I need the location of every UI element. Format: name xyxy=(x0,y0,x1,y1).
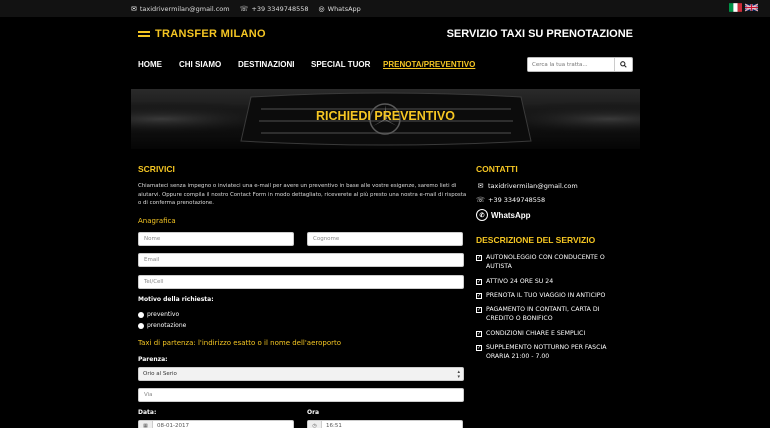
checkbox-icon: ✓ xyxy=(477,307,482,313)
top-bar xyxy=(0,0,770,17)
date-field[interactable]: ▦ 08-01-2017 xyxy=(138,420,294,428)
phone-icon: ☏ xyxy=(239,4,249,13)
nav-chi-siamo[interactable]: CHI SIAMO xyxy=(179,60,222,69)
select-arrows-icon: ▴ ▾ xyxy=(457,369,460,380)
top-contacts xyxy=(131,0,640,17)
servizio-item: ✓ PRENOTA IL TUO VIAGGIO IN ANTICIPO xyxy=(477,292,606,299)
servizio-item: ✓ CONDIZIONI CHIARE E SEMPLICI xyxy=(477,330,586,337)
partenza-heading: Taxi di partenza: l'indirizzo esatto o il nome dell'aeroporto xyxy=(138,339,342,347)
contatti-email[interactable]: ✉ taxidrivermilan@gmail.com xyxy=(477,182,578,190)
data-label: Data: xyxy=(138,409,157,416)
radio-preventivo[interactable]: preventivo xyxy=(138,311,179,318)
search-box xyxy=(527,57,633,72)
logo-lines-icon xyxy=(138,30,150,39)
servizio-item: ✓ ATTIVO 24 ORE SU 24 xyxy=(477,278,554,285)
top-email[interactable]: ✉ taxidrivermilan@gmail.com xyxy=(131,4,230,13)
page-container xyxy=(131,17,640,428)
top-phone[interactable]: ☏ +39 3349748558 xyxy=(239,4,309,13)
envelope-icon: ✉ xyxy=(477,182,484,190)
via-field[interactable]: Via xyxy=(138,388,464,402)
whatsapp-icon: ◎ xyxy=(318,4,325,13)
intro-text: Chiamateci senza impegno o inviateci una e-mail per avere un preventivo in base alle vostre esigenze, saremo lieti di aiutarvi. Oppure compila il nostro Contact Form in modo dettagliato, riceverete al più presto una nostra e-mail di risposta o di conferma prenotazione. xyxy=(138,183,467,207)
tel-field[interactable]: Tel/Cell xyxy=(138,275,464,289)
language-switcher xyxy=(729,3,758,12)
contatti-whatsapp[interactable]: ✆ WhatsApp xyxy=(476,209,531,221)
top-whatsapp[interactable]: ◎ WhatsApp xyxy=(318,4,361,13)
nome-field[interactable]: Nome xyxy=(138,232,294,246)
radio-dot-icon xyxy=(138,312,144,318)
phone-icon: ☏ xyxy=(476,196,485,204)
checkbox-icon: ✓ xyxy=(477,293,482,299)
contatti-heading: CONTATTI xyxy=(476,164,518,174)
cognome-field[interactable]: Cognome xyxy=(307,232,463,246)
ora-label: Ora xyxy=(307,409,320,416)
radio-dot-icon xyxy=(138,323,144,329)
search-input[interactable] xyxy=(528,58,614,71)
nav-destinazioni[interactable]: DESTINAZIONI xyxy=(238,60,295,69)
parenza-select[interactable]: Orio al Serio ▴ ▾ xyxy=(138,367,464,381)
site-logo[interactable]: TRANSFER MILANO xyxy=(138,28,266,40)
scrivici-heading: SCRIVICI xyxy=(138,164,175,174)
hero-banner xyxy=(131,89,640,149)
radio-prenotazione[interactable]: prenotazione xyxy=(138,322,186,329)
nav-special-tuor[interactable]: SPECIAL TUOR xyxy=(311,60,371,69)
site-tagline: SERVIZIO TAXI SU PRENOTAZIONE xyxy=(446,28,633,40)
calendar-icon: ▦ xyxy=(139,421,153,428)
uk-flag-icon[interactable] xyxy=(745,3,758,12)
servizio-heading: DESCRIZIONE DEL SERVIZIO xyxy=(476,235,596,245)
checkbox-icon: ✓ xyxy=(477,345,482,351)
brand-row xyxy=(131,17,640,55)
time-field[interactable]: ◷ 16:51 xyxy=(307,420,463,428)
page-title: RICHIEDI PREVENTIVO xyxy=(316,109,455,123)
email-field[interactable]: Email xyxy=(138,253,464,267)
parenza-label: Parenza: xyxy=(138,356,168,363)
clock-icon: ◷ xyxy=(308,421,322,428)
nav-prenota-preventivo[interactable]: PRENOTA/PREVENTIVO xyxy=(383,60,476,69)
motivo-label: Motivo della richiesta: xyxy=(138,296,214,303)
checkbox-icon: ✓ xyxy=(477,255,482,261)
whatsapp-icon: ✆ xyxy=(476,209,488,221)
search-button[interactable] xyxy=(614,58,632,71)
envelope-icon: ✉ xyxy=(131,4,137,13)
servizio-item: ✓ AUTONOLEGGIO CON CONDUCENTE O AUTISTA xyxy=(477,254,605,270)
checkbox-icon: ✓ xyxy=(477,331,482,337)
nav-home[interactable]: HOME xyxy=(138,60,162,69)
servizio-item: ✓ SUPPLEMENTO NOTTURNO PER FASCIA ORARIA 21:00 - 7.00 xyxy=(477,344,607,360)
anagrafica-heading: Anagrafica xyxy=(138,217,176,225)
italian-flag-icon[interactable] xyxy=(729,3,742,12)
servizio-item: ✓ PAGAMENTO IN CONTANTI, CARTA DI CREDITO O BONIFICO xyxy=(477,306,600,322)
search-icon xyxy=(620,61,627,68)
main-nav xyxy=(131,55,640,75)
checkbox-icon: ✓ xyxy=(477,279,482,285)
contatti-phone[interactable]: ☏ +39 3349748558 xyxy=(476,196,546,204)
